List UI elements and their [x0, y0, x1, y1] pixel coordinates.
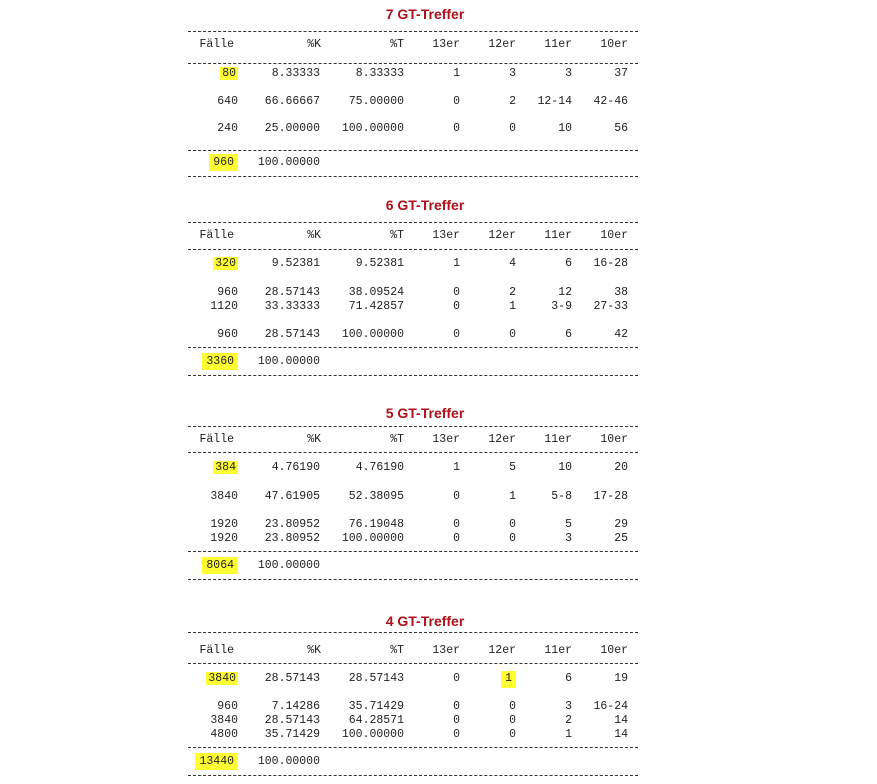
highlighted-value: 384 [215, 461, 236, 474]
cell-value: 42 [614, 328, 628, 341]
cell-10er [593, 257, 628, 271]
cell-pct-t [349, 714, 404, 728]
cell-pct-t [342, 532, 404, 546]
cell-pct-t [349, 700, 404, 714]
cell-value: 0 [453, 328, 460, 341]
cell-faelle [210, 490, 238, 504]
cell-value: 3840 [210, 714, 238, 727]
cell-pct-k [265, 300, 320, 314]
cell-value: 5 [509, 461, 516, 474]
cell-faelle [220, 67, 238, 81]
cell-13er [453, 300, 460, 314]
cell-value: 2 [565, 714, 572, 727]
cell-faelle [217, 122, 238, 136]
cell-11er [565, 328, 572, 342]
column-header-13er: 13er [432, 229, 460, 242]
cell-12er [509, 257, 516, 271]
cell-value: 0 [509, 728, 516, 741]
header-bottom-rule [188, 249, 638, 250]
total-top-rule [188, 747, 638, 748]
cell-pct-k [265, 286, 320, 300]
cell-pct-t [349, 518, 404, 532]
cell-pct-k [272, 461, 320, 475]
cell-pct-k [272, 257, 320, 271]
cell-value: 2 [509, 286, 516, 299]
cell-10er [614, 328, 628, 342]
cell-12er [509, 328, 516, 342]
cell-value: 0 [509, 714, 516, 727]
total-count [202, 355, 238, 369]
cell-12er [509, 122, 516, 136]
cell-pct-t [349, 490, 404, 504]
cell-value: 8.33333 [271, 67, 320, 80]
cell-12er [509, 532, 516, 546]
cell-11er [565, 714, 572, 728]
cell-10er [593, 300, 628, 314]
column-header-13er: 13er [432, 433, 460, 446]
cell-value: 47.61905 [264, 490, 320, 503]
cell-value: 4.76190 [355, 461, 404, 474]
cell-11er [565, 67, 572, 81]
highlighted-value: 3840 [208, 672, 236, 685]
cell-value: 20 [614, 461, 628, 474]
cell-value: 75.00000 [348, 95, 404, 108]
cell-value: 25 [614, 532, 628, 545]
cell-value: 0 [453, 532, 460, 545]
total-bottom-rule [188, 579, 638, 580]
cell-value: 14 [614, 728, 628, 741]
column-header-10er: 10er [600, 229, 628, 242]
cell-pct-t [342, 122, 404, 136]
cell-value: 8.33333 [355, 67, 404, 80]
cell-12er [509, 95, 516, 109]
cell-value: 1120 [210, 300, 238, 313]
cell-value: 23.80952 [264, 518, 320, 531]
cell-11er [565, 672, 572, 686]
cell-value: 10 [558, 122, 572, 135]
cell-13er [453, 328, 460, 342]
total-percent: 100.00000 [257, 355, 320, 368]
cell-pct-t [342, 728, 404, 742]
cell-value: 9.52381 [271, 257, 320, 270]
cell-value: 3 [565, 700, 572, 713]
cell-pct-t [349, 672, 404, 686]
cell-13er [453, 286, 460, 300]
column-header-pct-t: %T [390, 433, 404, 446]
cell-pct-k [265, 490, 320, 504]
cell-pct-k [265, 728, 320, 742]
cell-faelle [217, 95, 238, 109]
cell-value: 100.00000 [341, 328, 404, 341]
cell-13er [453, 67, 460, 81]
cell-value: 1 [453, 67, 460, 80]
cell-value: 28.57143 [264, 328, 320, 341]
cell-pct-t [342, 328, 404, 342]
cell-value: 64.28571 [348, 714, 404, 727]
column-header-12er: 12er [488, 229, 516, 242]
cell-pct-k [265, 122, 320, 136]
cell-faelle [210, 300, 238, 314]
cell-12er [509, 461, 516, 475]
column-header-11er: 11er [544, 38, 572, 51]
cell-value: 38.09524 [348, 286, 404, 299]
cell-value: 4.76190 [271, 461, 320, 474]
column-header-faelle: Fälle [199, 229, 234, 242]
highlighted-total: 960 [209, 154, 238, 171]
cell-pct-t [356, 257, 404, 271]
column-header-10er: 10er [600, 644, 628, 657]
total-count [202, 559, 238, 573]
column-header-12er: 12er [488, 433, 516, 446]
cell-value: 16-28 [593, 257, 628, 270]
cell-pct-t [349, 300, 404, 314]
cell-value: 1 [453, 257, 460, 270]
cell-value: 3840 [210, 490, 238, 503]
cell-value: 3 [509, 67, 516, 80]
total-percent: 100.00000 [257, 156, 320, 169]
cell-faelle [210, 518, 238, 532]
cell-13er [453, 461, 460, 475]
cell-value: 6 [565, 328, 572, 341]
cell-faelle [217, 286, 238, 300]
cell-faelle [217, 328, 238, 342]
cell-value: 0 [453, 518, 460, 531]
cell-11er [537, 95, 572, 109]
cell-value: 0 [453, 672, 460, 685]
cell-13er [453, 95, 460, 109]
cell-value: 0 [509, 700, 516, 713]
cell-value: 3 [565, 532, 572, 545]
header-bottom-rule [188, 63, 638, 64]
cell-12er [509, 490, 516, 504]
cell-value: 5-8 [551, 490, 572, 503]
header-top-rule [188, 31, 638, 32]
cell-11er [551, 300, 572, 314]
cell-value: 35.71429 [264, 728, 320, 741]
cell-value: 960 [217, 286, 238, 299]
cell-value: 100.00000 [341, 728, 404, 741]
total-bottom-rule [188, 176, 638, 177]
cell-11er [565, 532, 572, 546]
cell-value: 960 [217, 328, 238, 341]
cell-faelle [210, 728, 238, 742]
cell-value: 28.57143 [264, 286, 320, 299]
cell-pct-k [265, 714, 320, 728]
highlighted-total: 13440 [195, 753, 238, 770]
cell-10er [614, 67, 628, 81]
cell-faelle [213, 461, 238, 475]
total-percent: 100.00000 [257, 755, 320, 768]
cell-value: 4800 [210, 728, 238, 741]
cell-value: 10 [558, 461, 572, 474]
cell-13er [453, 728, 460, 742]
cell-pct-k [272, 700, 320, 714]
cell-value: 28.57143 [348, 672, 404, 685]
column-header-faelle: Fälle [199, 38, 234, 51]
cell-value: 29 [614, 518, 628, 531]
cell-faelle [210, 714, 238, 728]
cell-value: 23.80952 [264, 532, 320, 545]
cell-value: 12-14 [537, 95, 572, 108]
column-header-11er: 11er [544, 229, 572, 242]
cell-10er [614, 714, 628, 728]
cell-value: 640 [217, 95, 238, 108]
cell-11er [558, 286, 572, 300]
cell-12er [509, 728, 516, 742]
cell-value: 7.14286 [271, 700, 320, 713]
highlighted-value: 320 [215, 257, 236, 270]
column-header-pct-k: %K [307, 433, 321, 446]
cell-10er [614, 728, 628, 742]
cell-12er [509, 300, 516, 314]
header-top-rule [188, 632, 638, 633]
column-header-12er: 12er [488, 38, 516, 51]
cell-value: 66.66667 [264, 95, 320, 108]
cell-value: 1 [509, 490, 516, 503]
column-header-pct-t: %T [390, 229, 404, 242]
total-count [195, 755, 238, 769]
cell-10er [614, 122, 628, 136]
cell-value: 0 [453, 95, 460, 108]
cell-13er [453, 700, 460, 714]
highlighted-value: 80 [222, 67, 236, 80]
cell-value: 52.38095 [348, 490, 404, 503]
cell-11er [565, 518, 572, 532]
cell-value: 0 [453, 300, 460, 313]
cell-value: 33.33333 [264, 300, 320, 313]
cell-value: 100.00000 [341, 122, 404, 135]
cell-value: 1 [509, 300, 516, 313]
section-title: 5 GT-Treffer [385, 405, 465, 421]
cell-value: 27-33 [593, 300, 628, 313]
cell-value: 12 [558, 286, 572, 299]
cell-value: 28.57143 [264, 714, 320, 727]
cell-12er [509, 286, 516, 300]
cell-faelle [206, 672, 238, 686]
cell-value: 960 [217, 700, 238, 713]
cell-faelle [210, 532, 238, 546]
column-header-10er: 10er [600, 433, 628, 446]
column-header-pct-t: %T [390, 38, 404, 51]
cell-13er [453, 672, 460, 686]
cell-value: 1 [565, 728, 572, 741]
cell-pct-k [272, 67, 320, 81]
cell-faelle [213, 257, 238, 271]
column-header-pct-k: %K [307, 38, 321, 51]
column-header-pct-t: %T [390, 644, 404, 657]
column-header-pct-k: %K [307, 229, 321, 242]
header-top-rule [188, 426, 638, 427]
highlighted-total: 3360 [202, 353, 238, 370]
cell-pct-k [265, 672, 320, 686]
cell-value: 2 [509, 95, 516, 108]
cell-value: 0 [453, 714, 460, 727]
header-top-rule [188, 222, 638, 223]
cell-value: 0 [453, 286, 460, 299]
cell-pct-t [356, 67, 404, 81]
cell-12er [509, 700, 516, 714]
cell-value: 0 [509, 328, 516, 341]
cell-value: 0 [453, 122, 460, 135]
cell-13er [453, 518, 460, 532]
cell-value: 0 [453, 490, 460, 503]
cell-pct-t [349, 286, 404, 300]
cell-13er [453, 122, 460, 136]
section-title: 7 GT-Treffer [385, 6, 465, 22]
column-header-13er: 13er [432, 38, 460, 51]
cell-13er [453, 532, 460, 546]
cell-value: 6 [565, 672, 572, 685]
cell-value: 0 [509, 532, 516, 545]
header-bottom-rule [188, 452, 638, 453]
highlighted-total: 8064 [202, 557, 238, 574]
cell-value: 0 [509, 122, 516, 135]
column-header-13er: 13er [432, 644, 460, 657]
column-header-12er: 12er [488, 644, 516, 657]
cell-12er [509, 67, 516, 81]
cell-value: 5 [565, 518, 572, 531]
column-header-faelle: Fälle [199, 644, 234, 657]
cell-value: 6 [565, 257, 572, 270]
cell-value: 1920 [210, 532, 238, 545]
cell-value: 56 [614, 122, 628, 135]
cell-value: 3 [565, 67, 572, 80]
total-top-rule [188, 551, 638, 552]
cell-pct-k [265, 95, 320, 109]
total-count [209, 156, 238, 170]
cell-13er [453, 490, 460, 504]
cell-12er [509, 714, 516, 728]
cell-11er [565, 700, 572, 714]
section-title: 6 GT-Treffer [385, 197, 465, 213]
cell-pct-k [265, 532, 320, 546]
cell-value: 25.00000 [264, 122, 320, 135]
cell-10er [614, 672, 628, 686]
column-header-pct-k: %K [307, 644, 321, 657]
cell-10er [593, 700, 628, 714]
cell-value: 3-9 [551, 300, 572, 313]
total-bottom-rule [188, 775, 638, 776]
cell-value: 35.71429 [348, 700, 404, 713]
total-top-rule [188, 150, 638, 151]
cell-10er [614, 461, 628, 475]
total-top-rule [188, 347, 638, 348]
cell-value: 100.00000 [341, 532, 404, 545]
column-header-10er: 10er [600, 38, 628, 51]
cell-10er [614, 286, 628, 300]
section-title: 4 GT-Treffer [385, 613, 465, 629]
cell-value: 42-46 [593, 95, 628, 108]
total-percent: 100.00000 [257, 559, 320, 572]
cell-10er [614, 532, 628, 546]
cell-value: 1920 [210, 518, 238, 531]
cell-value: 0 [453, 728, 460, 741]
cell-pct-t [349, 95, 404, 109]
cell-11er [558, 122, 572, 136]
cell-value: 76.19048 [348, 518, 404, 531]
cell-10er [593, 95, 628, 109]
column-header-11er: 11er [544, 433, 572, 446]
cell-12er [501, 672, 516, 686]
cell-value: 38 [614, 286, 628, 299]
cell-11er [565, 728, 572, 742]
cell-11er [558, 461, 572, 475]
cell-value: 0 [453, 700, 460, 713]
cell-value: 0 [509, 518, 516, 531]
cell-value: 19 [614, 672, 628, 685]
cell-pct-t [356, 461, 404, 475]
cell-value: 16-24 [593, 700, 628, 713]
cell-value: 71.42857 [348, 300, 404, 313]
cell-12er [509, 518, 516, 532]
cell-11er [551, 490, 572, 504]
cell-13er [453, 714, 460, 728]
column-header-11er: 11er [544, 644, 572, 657]
cell-value: 1 [453, 461, 460, 474]
cell-value: 28.57143 [264, 672, 320, 685]
cell-10er [593, 490, 628, 504]
highlighted-value: 1 [501, 671, 516, 688]
cell-faelle [217, 700, 238, 714]
cell-pct-k [265, 328, 320, 342]
total-bottom-rule [188, 375, 638, 376]
cell-value: 240 [217, 122, 238, 135]
cell-value: 14 [614, 714, 628, 727]
cell-value: 17-28 [593, 490, 628, 503]
cell-13er [453, 257, 460, 271]
cell-value: 9.52381 [355, 257, 404, 270]
cell-value: 37 [614, 67, 628, 80]
cell-pct-k [265, 518, 320, 532]
cell-value: 4 [509, 257, 516, 270]
cell-10er [614, 518, 628, 532]
column-header-faelle: Fälle [199, 433, 234, 446]
header-bottom-rule [188, 663, 638, 664]
cell-11er [565, 257, 572, 271]
